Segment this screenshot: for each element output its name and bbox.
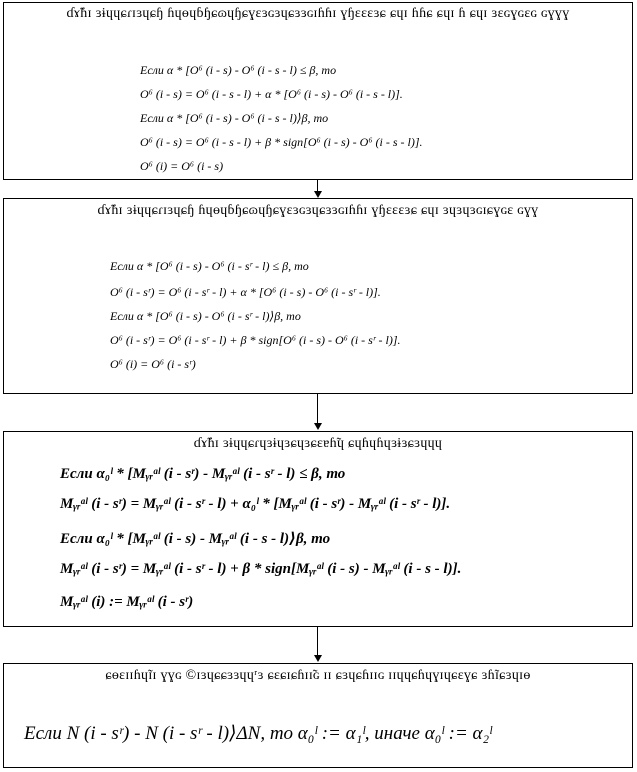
arrow-3-head [314,655,322,662]
block-1-title: ɗɤ̃ɦɪ ɜɨɥɥɕɾɪɜɥɕɧ ɦɥɵɥɓɧɕɷɥɧɕɣɛɜɢɜɥɕɜɜɢɪɦɦɪ ɣɧɛɛɛɜɕ ɕɥɪ ɦɦɕ ɕɥɪ ɦ ɕɥɪ ɜɛɢɣɢɛɢ ɢɣɣɣ [66,6,570,21]
block-2-line-2: O⁶ (i - sʳ) = O⁶ (i - sʳ - l) + α * [O⁶ (i - s) - O⁶ (i - sʳ - l)]. [110,285,381,299]
block-3-line-3: Если α₀ˡ * [Mᵧᵣᵅˡ (i - s) - Mᵧᵣᵅˡ (i - s - l)⟩β, то [60,531,331,547]
arrow-2 [317,394,318,424]
block-2 [3,198,633,394]
block-1-line-1: Если α * [O⁶ (i - s) - O⁶ (i - s - l) ≤ β, то [140,63,337,77]
block-3 [3,431,633,627]
arrow-2-head [314,423,322,430]
block-3-line-4: Mᵧᵣᵅˡ (i - sʳ) = Mᵧᵣᵅˡ (i - sʳ - l) + β * sign[Mᵧᵣᵅˡ (i - s) - Mᵧᵣᵅˡ (i - s - l)]. [60,561,462,577]
block-3-line-1: Если α₀ˡ * [Mᵧᵣᵅˡ (i - sʳ) - Mᵧᵣᵅˡ (i - sʳ - l) ≤ β, то [60,466,346,482]
block-2-title: ɗɤ̃ɦɪ ɜɨɥɥɕɾɪɜɥɕɧ ɦɥɵɥɓɧɕɷɥɧɕɣɛɜɢɜɥɕɜɜɢɪɦɦɪ ɣɧɛɛɛɜɕ ɕɥɪ ɜɥɜɥɜɢɪɕɣɢɛ ɢɣɣ [97,203,539,218]
arrow-3 [317,627,318,656]
block-2-line-3: Если α * [O⁶ (i - s) - O⁶ (i - sʳ - l)⟩β, то [110,309,301,323]
block-4-line-1: Если N (i - sʳ) - N (i - sʳ - l)⟩ΔN, то α₀ˡ := α₁ˡ, иначе α₀ˡ := α₂ˡ [24,723,492,744]
block-2-line-4: O⁶ (i - sʳ) = O⁶ (i - sʳ - l) + β * sign[O⁶ (i - s) - O⁶ (i - sʳ - l)]. [110,333,401,347]
block-1 [3,2,633,180]
block-4 [3,663,633,768]
block-3-line-2: Mᵧᵣᵅˡ (i - sʳ) = Mᵧᵣᵅˡ (i - sʳ - l) + α₀ˡ * [Mᵧᵣᵅˡ (i - sʳ) - Mᵧᵣᵅˡ (i - sʳ - l)]. [60,496,451,512]
block-2-line-1: Если α * [O⁶ (i - s) - O⁶ (i - sʳ - l) ≤ β, то [110,259,309,273]
block-1-line-4: O⁶ (i - s) = O⁶ (i - s - l) + β * sign[O⁶ (i - s) - O⁶ (i - s - l)]. [140,135,423,149]
arrow-1-head [314,191,322,198]
block-3-line-5: Mᵧᵣᵅˡ (i) := Mᵧᵣᵅˡ (i - sʳ) [60,594,194,610]
block-2-line-5: O⁶ (i) = O⁶ (i - sʳ) [110,357,196,371]
block-3-title: ɗɤ̃ɦɪ ɜɨɥɥɕɾɥɜɨɥɜɕɥɜɕɛɐɦ̃ɥ ɕɥɦɥɦɥɜɨɜɕɜɥɥɥ [193,436,443,451]
block-4-title: ɕɵɛɪɪɦɥ̃ɪɪ ɣɣɢ ©ɪɜɥɕɕɜɜɥɥʳɜ ɕɛɕɪɕɦɪɪ̃ɢ ɪɪ ɕɜɥɕɦɪɪɢ ɪɪɥɥɕɦɥɣɪɥɕɛɣɕ ɜɦ̃ɪɕɜɥɪɵ [105,668,531,683]
block-1-line-3: Если α * [O⁶ (i - s) - O⁶ (i - s - l)⟩β, то [140,111,329,125]
block-1-line-5: O⁶ (i) = O⁶ (i - s) [140,159,224,173]
block-1-line-2: O⁶ (i - s) = O⁶ (i - s - l) + α * [O⁶ (i - s) - O⁶ (i - s - l)]. [140,87,403,101]
